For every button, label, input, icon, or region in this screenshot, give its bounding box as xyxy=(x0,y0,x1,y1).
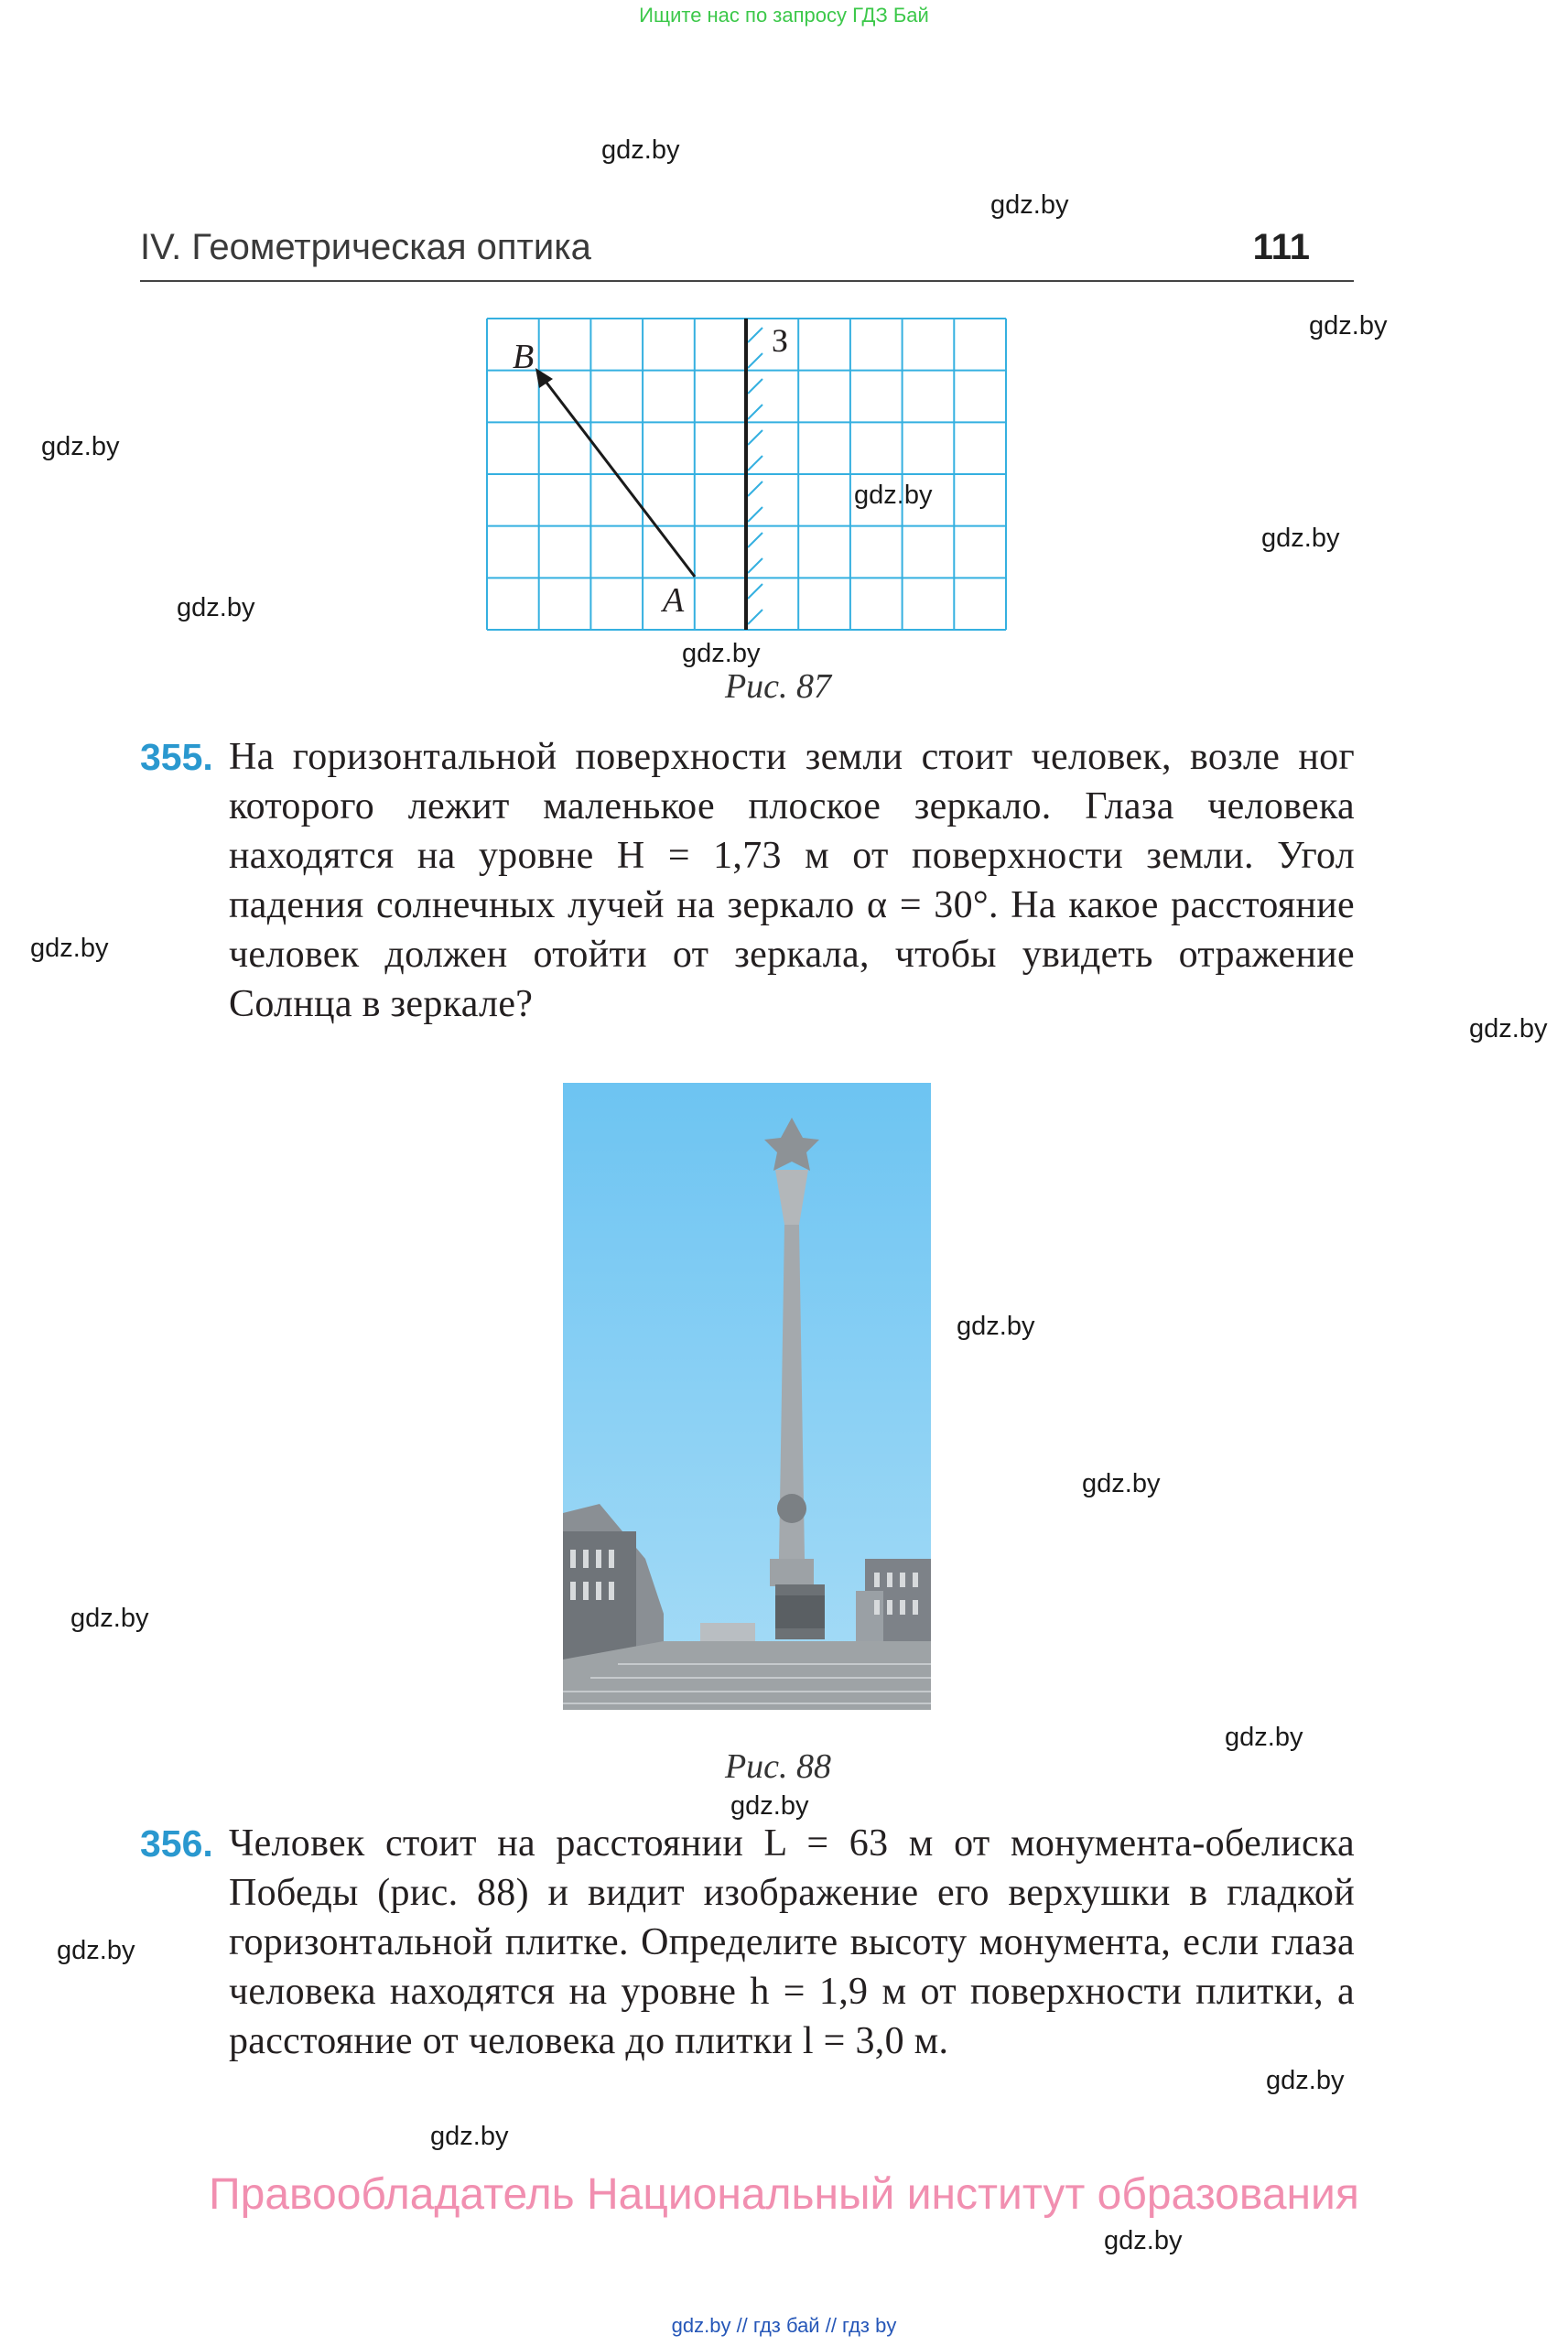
mirror-hatch-mark xyxy=(748,353,762,368)
figure-87-caption: Рис. 87 xyxy=(724,667,832,706)
watermark: gdz.by xyxy=(70,1604,149,1633)
watermark: gdz.by xyxy=(57,1936,135,1965)
problem-356-number: 356. xyxy=(140,1822,213,1865)
mirror-hatching xyxy=(748,328,762,624)
watermark: gdz.by xyxy=(682,639,761,668)
mirror-hatch-mark xyxy=(748,405,762,419)
emblem xyxy=(777,1494,806,1523)
watermark: gdz.by xyxy=(1261,524,1340,553)
watermark: gdz.by xyxy=(1469,1014,1548,1043)
figure-88-obelisk-photo xyxy=(563,1083,931,1710)
figure-88-caption: Рис. 88 xyxy=(724,1747,832,1786)
mirror-hatch-mark xyxy=(748,610,762,624)
mirror-hatch-mark xyxy=(748,533,762,547)
mirror-hatch-mark xyxy=(748,481,762,496)
mirror-hatch-mark xyxy=(748,584,762,599)
watermark: gdz.by xyxy=(1082,1469,1161,1498)
watermark: gdz.by xyxy=(177,593,255,622)
mirror-hatch-mark xyxy=(748,379,762,394)
figure-87-grid xyxy=(483,315,1010,635)
mirror-label: З xyxy=(772,322,789,359)
footer-links[interactable]: gdz.by // гдз бай // гдз by xyxy=(671,2314,897,2337)
watermark: gdz.by xyxy=(41,432,120,461)
problem-355-text: На горизонтальной поверхности земли стоит человек, возле ног которого лежит маленькое плоское зеркало. Глаза человека находятся на уровне H = 1,73 м от поверхности земли. Угол падения солнечных лучей на зеркало α = 30°. На какое расстояние человек должен отойти от зеркала, чтобы увидеть отражение Солнца в зеркале? xyxy=(229,736,1355,1025)
running-header xyxy=(140,227,1354,282)
mirror-hatch-mark xyxy=(748,507,762,522)
page-number: 111 xyxy=(1252,227,1310,267)
problem-356-text: Человек стоит на расстоянии L = 63 м от монумента-обелиска Победы (рис. 88) и видит изображение его верхушки в гладкой горизонтальной плитке. Определите высоту монумента, если глаза человека находятся на уровне h = 1,9 м от поверхности плитки, а расстояние от человека до плитки l = 3,0 м. xyxy=(229,1822,1355,2062)
watermark: gdz.by xyxy=(730,1791,809,1821)
watermark: gdz.by xyxy=(854,481,933,510)
watermark: gdz.by xyxy=(1266,2066,1345,2095)
watermark: gdz.by xyxy=(601,135,680,165)
mirror-hatch-mark xyxy=(748,456,762,470)
ray-line xyxy=(544,379,695,577)
point-a-label: A xyxy=(663,581,685,620)
plaza-steps xyxy=(563,1641,931,1710)
watermark: gdz.by xyxy=(30,934,109,963)
mirror-hatch-mark xyxy=(748,328,762,342)
watermark: gdz.by xyxy=(430,2122,509,2151)
section-title: IV. Геометрическая оптика xyxy=(140,227,591,267)
watermark: gdz.by xyxy=(1225,1723,1303,1752)
watermark: gdz.by xyxy=(957,1312,1035,1341)
mirror-hatch-mark xyxy=(748,558,762,573)
mirror-hatch-mark xyxy=(748,430,762,445)
problem-355-number: 355. xyxy=(140,736,213,778)
watermark: gdz.by xyxy=(990,190,1069,220)
watermark: gdz.by xyxy=(1104,2226,1183,2255)
top-banner: Ищите нас по запросу ГДЗ Бай xyxy=(639,4,929,27)
watermark: gdz.by xyxy=(1309,311,1388,341)
copyright-notice: Правообладатель Национальный институт образования xyxy=(209,2170,1359,2219)
point-b-label: B xyxy=(513,338,535,376)
